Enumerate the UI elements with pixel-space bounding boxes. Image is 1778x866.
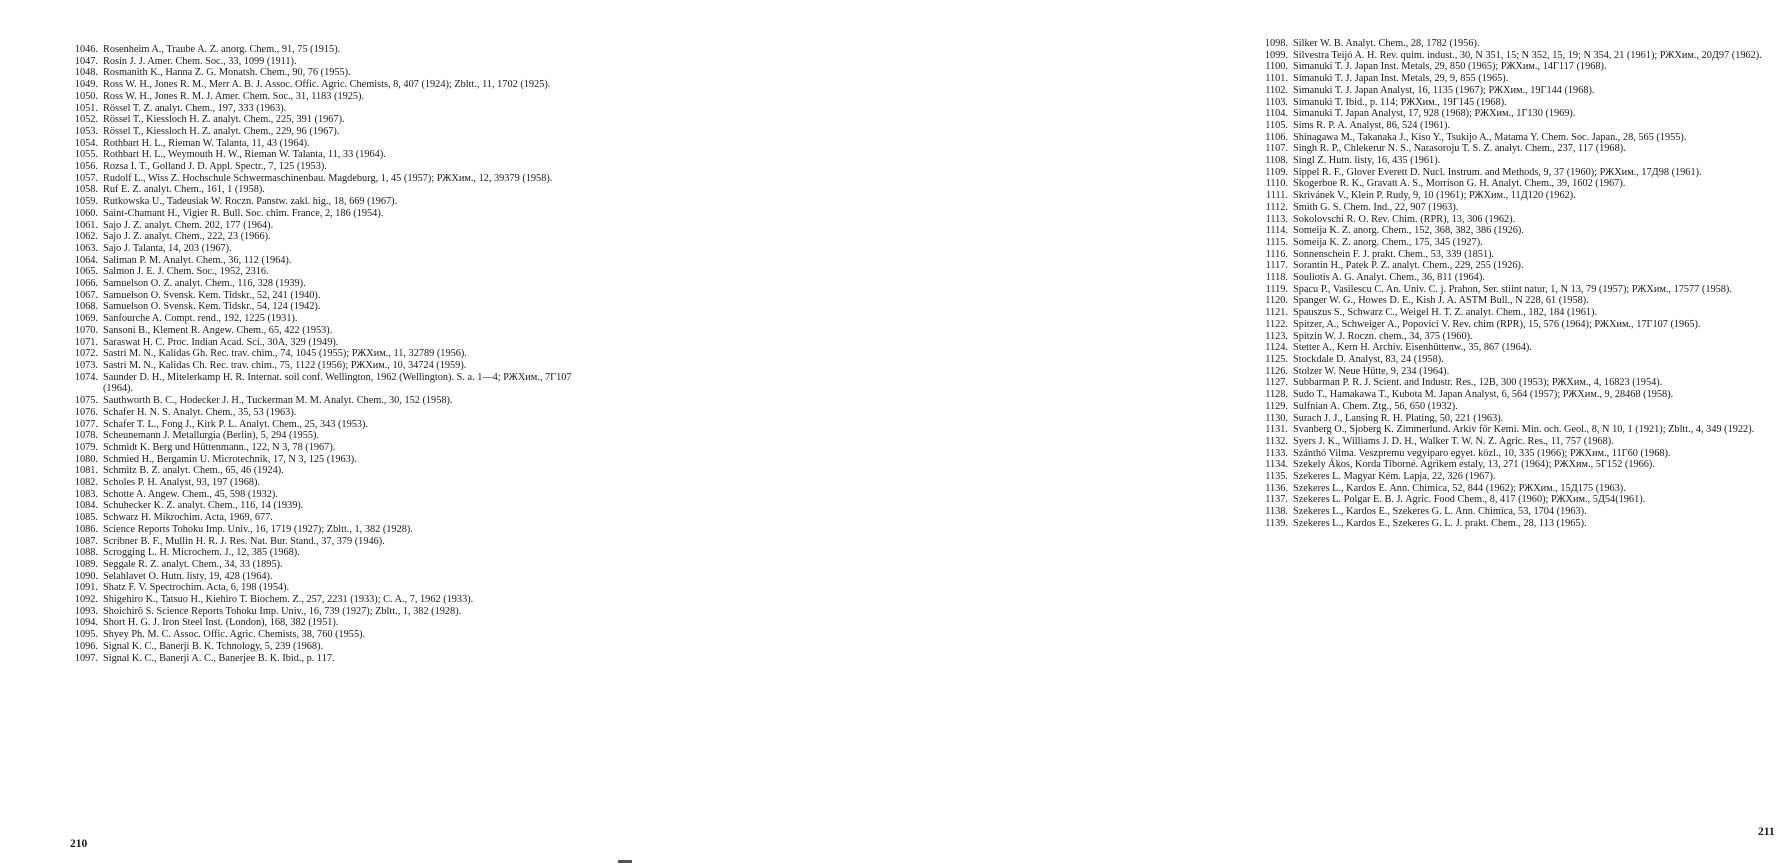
reference-number: 1067. [74,289,98,301]
reference-entry [1250,389,1778,401]
reference-entry [60,629,572,641]
reference-entry [1250,167,1778,179]
reference-entry [60,290,572,302]
reference-number: 1115. [1265,236,1288,248]
reference-number: 1094. [74,617,98,629]
reference-text: Sulfnian A. Chem. Ztg., 56, 650 (1932). [1293,400,1458,412]
reference-text: Short H. G. J. Iron Steel Inst. (London), 168, 382 (1951). [103,617,339,629]
reference-text: Surach J. J., Lansing R. H. Plating, 50, 221 (1963). [1293,412,1504,424]
gutter-mark [618,860,632,863]
reference-text: Spanger W. G., Howes D. E., Kish J. A. ASTM Bull., N 228, 61 (1958). [1293,295,1589,307]
reference-entry [1250,354,1778,366]
reference-text: Schafer T. L., Fong J., Kirk P. L. Analyt. Chem., 25, 343 (1953). [103,418,369,430]
reference-number: 1134. [1265,459,1288,471]
reference-entry [60,114,572,126]
reference-entry [1250,61,1778,73]
reference-number: 1061. [74,219,98,231]
reference-entry [60,184,572,196]
reference-text: Smith G. S. Chem. Ind., 22, 907 (1963). [1293,201,1459,213]
reference-text: Scholes P. H. Analyst, 93, 197 (1968). [103,477,261,489]
reference-text: Szekely Ákos, Korda Tiborné. Agrikem estaly, 13, 271 (1964); РЖХим., 5Г152 (1966). [1293,459,1655,471]
reference-text: Samuelson O. Svensk. Kem. Tidskr., 52, 241 (1940). [103,289,321,301]
reference-entry [60,372,572,395]
reference-number: 1113. [1265,213,1288,225]
reference-entry [60,56,572,68]
reference-entry [1250,401,1778,413]
reference-entry [1250,108,1778,120]
reference-text: Sorantin H., Patek P. Z. analyt. Chem., 229, 255 (1926). [1293,260,1524,272]
reference-number: 1132. [1265,435,1288,447]
reference-number: 1055. [74,149,98,161]
reference-text: Simanuki T. Ibid., p. 114; РЖХим., 19Г145 (1968). [1293,96,1507,108]
reference-text: Szekeres L. Polgar E. B. J. Agric. Food Chem., 8, 417 (1960); РЖХим., 5Д54(1961). [1293,494,1646,506]
reference-text: Saliman P. M. Analyt. Chem., 36, 112 (1964). [103,254,292,266]
reference-number: 1133. [1265,447,1288,459]
reference-text: Szánthó Vilma. Veszpremu vegyiparo egyet. közl., 10, 335 (1966); РЖХим., 11Г60 (1968). [1293,447,1671,459]
reference-entry [1250,459,1778,471]
reference-number: 1128. [1265,389,1288,401]
reference-entry [60,617,572,629]
reference-text: Signal K. C., Banerji A. C., Banerjee B. K. Ibid., p. 117. [103,652,335,664]
reference-entry [1250,377,1778,389]
reference-text: Skogerboe R. K., Gravatt A. S., Morrison G. H. Analyt. Chem., 39, 1602 (1967). [1293,178,1626,190]
reference-number: 1089. [74,558,98,570]
reference-number: 1097. [74,652,98,664]
reference-number: 1078. [74,430,98,442]
reference-number: 1099. [1264,49,1288,61]
reference-entry [60,442,572,454]
reference-number: 1111. [1265,190,1288,202]
reference-text: Szekeres L., Kardos E., Szekeres G. L. J. prakt. Chem., 28, 113 (1965). [1293,517,1587,529]
reference-number: 1131. [1265,424,1288,436]
right-page [600,0,1775,866]
reference-text: Ross W. H., Jones R. M., Merr A. B. J. Assoc. Offic. Agric. Chemists, 8, 407 (1924); Zbltt., 11, 1702 (1925). [103,79,551,91]
reference-text: Stetter A., Kern H. Archiv. Eisenhüttenw., 35, 867 (1964). [1293,342,1532,354]
reference-number: 1060. [74,207,98,219]
reference-entry [1250,178,1778,190]
reference-text: Shigehiro K., Tatsuo H., Kiehiro T. Biochem. Z., 257, 2231 (1933); C. A., 7, 1962 (1933). [103,594,474,606]
reference-text: Rothbart H. L., Weymouth H. W., Rieman W. Talanta, 11, 33 (1964). [103,149,386,161]
reference-entry [60,536,572,548]
reference-entry [60,301,572,313]
reference-text: Szekeres L. Magyar Kém. Lapja, 22, 326 (1967). [1293,471,1496,483]
reference-number: 1082. [74,477,98,489]
reference-entry [60,465,572,477]
reference-text: Sokolovschi R. O. Rev. Chim. (RPR), 13, 306 (1962). [1293,213,1516,225]
reference-number: 1135. [1265,471,1288,483]
reference-entry [1250,38,1778,50]
reference-entry [1250,214,1778,226]
reference-number: 1069. [74,313,98,325]
reference-text: Syers J. K., Williams J. D. H., Walker T. W. N. Z. Agric. Res., 11, 757 (1968). [1293,435,1614,447]
reference-number: 1130. [1265,412,1288,424]
reference-text: Sastri M. N., Kalidas Ch. Rec. trav. chim., 75, 1122 (1956); РЖХим., 10, 34724 (1959). [103,359,467,371]
reference-entry [1250,448,1778,460]
reference-number: 1071. [74,336,98,348]
reference-number: 1121. [1265,307,1288,319]
reference-entry [60,571,572,583]
reference-number: 1103. [1265,96,1288,108]
reference-text: Rössel T., Kiessloch H. Z. analyt. Chem., 225, 391 (1967). [103,114,345,126]
reference-number: 1050. [74,90,98,102]
reference-number: 1076. [74,406,98,418]
reference-text: Rössel T., Kiessloch H. Z. analyt. Chem., 229, 96 (1967). [103,125,340,137]
reference-text: Spitzer, A., Schweiger A., Popovici V. Rev. chim (RPR), 15, 576 (1964); РЖХим., 17Г107 (1965). [1293,318,1701,330]
reference-entry [60,653,572,665]
reference-entry [1250,413,1778,425]
reference-entry [60,582,572,594]
reference-entry [1250,225,1778,237]
reference-number: 1114. [1265,225,1288,237]
reference-entry [60,325,572,337]
reference-number: 1109. [1265,166,1288,178]
reference-entry [60,407,572,419]
reference-text: Schmidt K. Berg und Hüttenmann., 122, N 3, 78 (1967). [103,441,336,453]
reference-entry [60,220,572,232]
reference-number: 1056. [74,161,98,173]
reference-entry [1250,237,1778,249]
reference-number: 1070. [74,324,98,336]
reference-text: Someija K. Z. anorg. Chem., 175, 345 (1927). [1293,236,1483,248]
reference-number: 1072. [74,348,98,360]
reference-entry [60,524,572,536]
reference-number: 1120. [1265,295,1288,307]
reference-number: 1054. [74,137,98,149]
reference-number: 1058. [74,184,98,196]
reference-text: Schmied H., Bergamin U. Microtechnik, 17, N 3, 125 (1963). [103,453,357,465]
reference-text: Schuhecker K. Z. analyt. Chem., 116, 14 (1939). [103,500,304,512]
reference-entry [60,500,572,512]
reference-text: Sippel R. F., Glover Everett D. Nucl. Instrum. and Methods, 9, 37 (1960); РЖХим., 17Д98 (1961). [1293,166,1702,178]
reference-text: Spitzin W. J. Roczn. chem., 34, 375 (1960). [1293,330,1473,342]
reference-number: 1083. [74,488,98,500]
reference-text: Subbarman P. R. J. Scient. and Industr. Res., 12B, 300 (1953); РЖХим., 4, 16823 (1954). [1293,377,1663,389]
reference-entry [1250,284,1778,296]
reference-text: Ross W. H., Jones R. M. J. Amer. Chem. Soc., 31, 1183 (1925). [103,90,365,102]
reference-entry [60,67,572,79]
reference-entry [1250,73,1778,85]
reference-number: 1096. [74,640,98,652]
reference-number: 1079. [74,441,98,453]
reference-text: Shinagawa M., Takanaka J., Kiso Y., Tsukijo A., Matama Y. Chem. Soc. Japan., 28, 565 (1955). [1293,131,1687,143]
reference-text: Shyey Ph. M. C. Assoc. Offic. Agric. Chemists, 38, 760 (1955). [103,629,366,641]
reference-entry [60,126,572,138]
reference-text: Saraswat H. C. Proc. Indian Acad. Sci., 30A, 329 (1949). [103,336,339,348]
reference-number: 1081. [74,465,98,477]
reference-text: Scheunemann J. Metallurgia (Berlin), 5, 294 (1955). [103,430,319,442]
reference-number: 1086. [74,523,98,535]
reference-entry [60,231,572,243]
reference-entry [60,337,572,349]
reference-entry [60,208,572,220]
reference-entry [60,430,572,442]
reference-text: Samuelson O. Z. analyt. Chem., 116, 328 (1939). [103,278,306,290]
reference-text: Silvestra Teijó A. H. Rev. quim. indust., 30, N 351, 15; N 352, 15, 19; N 354, 21 (1961); РЖХим., 20Д97 (1962). [1293,49,1762,61]
reference-text: Sajo J. Talanta, 14, 203 (1967). [103,242,232,254]
reference-text: Shatz F. V. Spectrochim. Acta, 6, 198 (1954). [103,582,290,594]
reference-entry [60,173,572,185]
reference-text: Rothbart H. L., Rieman W. Talanta, 11, 43 (1964). [103,137,310,149]
reference-number: 1074. [74,371,98,383]
reference-number: 1112. [1265,201,1288,213]
reference-entry [60,559,572,571]
reference-number: 1073. [74,359,98,371]
reference-number: 1080. [74,453,98,465]
reference-number: 1127. [1265,377,1288,389]
reference-number: 1119. [1265,283,1288,295]
reference-entry [1250,120,1778,132]
reference-number: 1059. [74,196,98,208]
reference-entry [1250,155,1778,167]
reference-entry [60,91,572,103]
reference-list-right [1250,38,1778,530]
reference-text: Szekeres L., Kardos E., Szekeres G. L. Ann. Chimica, 53, 1704 (1963). [1293,506,1587,518]
reference-text: Rössel T. Z. analyt. Chem., 197, 333 (1963). [103,102,287,114]
reference-text: Schotte A. Angew. Chem., 45, 598 (1932). [103,488,278,500]
reference-text: Simanuki T. Japan Analyst, 17, 928 (1968); РЖХим., 1Г130 (1969). [1293,108,1576,120]
reference-text: Spauszus S., Schwarz C., Weigel H. T. Z. analyt. Chem., 182, 184 (1961). [1293,307,1598,319]
reference-number: 1123. [1265,330,1288,342]
reference-text: Sanfourche A. Compt. rend., 192, 1225 (1931). [103,313,298,325]
reference-number: 1095. [74,629,98,641]
reference-number: 1104. [1265,108,1288,120]
reference-text: Samuelson O. Svensk. Kem. Tidskr., 54, 124 (1942). [103,301,321,313]
reference-number: 1065. [74,266,98,278]
reference-entry [60,138,572,150]
reference-number: 1087. [74,535,98,547]
reference-entry [60,360,572,372]
reference-number: 1049. [74,79,98,91]
reference-text: Singl Z. Hutn. listy, 16, 435 (1961). [1293,155,1441,167]
reference-entry [1250,143,1778,155]
reference-text: Svanberg O., Sjoberg K. Zimmerlund. Arkiv för Kemi. Min. och. Geol., 8, N 10, 1 (1921); Zbltt., 4, 349 (1922). [1293,424,1755,436]
reference-entry [1250,342,1778,354]
reference-number: 1092. [74,594,98,606]
reference-text: Rosin J. J. Amer. Chem. Soc., 33, 1099 (1911). [103,55,297,67]
reference-entry [60,641,572,653]
reference-text: Rosenheim A., Traube A. Z. anorg. Chem., 91, 75 (1915). [103,44,341,55]
reference-entry [60,489,572,501]
reference-text: Souliotis A. G. Analyt. Chem., 36, 811 (1964). [1293,272,1485,284]
reference-text: Someija K. Z. anorg. Chem., 152, 368, 382, 386 (1926). [1293,225,1524,237]
reference-entry [60,512,572,524]
reference-text: Spacu P., Vasilescu C. An. Univ. C. j. Prahon, Ser. stiint natur, 1, N 13, 79 (1957); РЖХим., 17577 (1958). [1293,283,1732,295]
reference-entry [60,255,572,267]
reference-entry [60,477,572,489]
reference-text: Sims R. P. A. Analyst, 86, 524 (1961). [1293,119,1451,131]
reference-text: Schafer H. N. S. Analyt. Chem., 35, 53 (1963). [103,406,297,418]
reference-number: 1122. [1265,318,1288,330]
reference-entry [60,348,572,360]
reference-text: Scribner B. F., Mullin H. R. J. Res. Nat. Bur. Stand., 37, 379 (1946). [103,535,385,547]
reference-text: Sastri M. N., Kalidas Gh. Rec. trav. chim., 74, 1045 (1955); РЖХим., 11, 32789 (1956). [103,348,467,360]
reference-entry [1250,202,1778,214]
reference-number: 1057. [74,172,98,184]
reference-entry [1250,50,1778,62]
reference-entry [1250,319,1778,331]
reference-entry [1250,424,1778,436]
reference-entry [1250,331,1778,343]
reference-number: 1125. [1265,353,1288,365]
page-number-right: 211 [1758,826,1775,838]
reference-number: 1137. [1265,494,1288,506]
reference-text: Schmitz B. Z. analyt. Chem., 65, 46 (1924). [103,465,284,477]
reference-number: 1052. [74,114,98,126]
reference-text: Saint-Chamant H., Vigier R. Bull. Soc. chim. France, 2, 186 (1954). [103,207,384,219]
reference-text: Sajo J. Z. analyt. Chem. 202, 177 (1964). [103,219,274,231]
reference-entry [1250,295,1778,307]
reference-text: Stolzer W. Neue Hütte, 9, 234 (1964). [1293,365,1450,377]
reference-number: 1108. [1265,155,1288,167]
reference-entry [1250,272,1778,284]
reference-number: 1126. [1265,365,1288,377]
reference-number: 1047. [74,55,98,67]
reference-entry [60,313,572,325]
reference-text: Singh R. P., Chlekerur N. S., Narasoroju T. S. Z. analyt. Chem., 237, 117 (1968). [1293,143,1626,155]
reference-entry [1250,518,1778,530]
reference-entry [60,454,572,466]
reference-number: 1100. [1265,61,1288,73]
reference-entry [1250,366,1778,378]
reference-number: 1106. [1265,131,1288,143]
reference-number: 1117. [1265,260,1288,272]
reference-number: 1118. [1265,272,1288,284]
reference-entry [60,547,572,559]
reference-entry [1250,249,1778,261]
reference-number: 1090. [74,570,98,582]
reference-text: Science Reports Tohoku Imp. Univ., 16, 1719 (1927); Zbltt., 1, 382 (1928). [103,523,413,535]
reference-text: Szekeres L., Kardos E. Ann. Chimica, 52, 844 (1962); РЖХим., 15Д175 (1963). [1293,482,1626,494]
reference-number: 1129. [1265,400,1288,412]
reference-number: 1066. [74,278,98,290]
reference-entry [1250,506,1778,518]
reference-text: Selahlavet O. Hutn. listy, 19, 428 (1964). [103,570,273,582]
reference-entry [60,419,572,431]
reference-entry [1250,471,1778,483]
reference-entry [60,266,572,278]
reference-entry [60,79,572,91]
reference-entry [1250,307,1778,319]
reference-text: Rosmanith K., Hanna Z. G. Monatsh. Chem., 90, 76 (1955). [103,67,351,79]
reference-number: 1138. [1265,506,1288,518]
reference-number: 1088. [74,547,98,559]
reference-number: 1048. [74,67,98,79]
reference-text: Skrivánek V., Klein P. Rudy, 9, 10 (1961); РЖХим., 11Д120 (1962). [1293,190,1576,202]
reference-entry [60,103,572,115]
reference-number: 1085. [74,512,98,524]
reference-text: Rudolf L., Wiss Z. Hochschule Schwermaschinenbau. Magdeburg, 1, 45 (1957); РЖХим., 12, 39379 (1958). [103,172,553,184]
reference-text: Schwarz H. Mikrochim. Acta, 1969, 677. [103,512,273,524]
reference-entry [60,196,572,208]
reference-number: 1084. [74,500,98,512]
reference-text: Sudo T., Hamakawa T., Kubota M. Japan Analyst, 6, 564 (1957); РЖХим., 9, 28468 (1958). [1293,389,1674,401]
reference-entry [1250,132,1778,144]
reference-entry [60,149,572,161]
reference-number: 1102. [1265,84,1288,96]
reference-entry [60,395,572,407]
reference-number: 1107. [1265,143,1288,155]
reference-number: 1110. [1265,178,1288,190]
reference-number: 1053. [74,125,98,137]
reference-text: Saunder D. H., Mitelerkamp H. R. Internat. soil conf. Wellington, 1962 (Wellington). S. a. 1—4; РЖХим., 7Г107 (1964). [103,371,572,395]
reference-entry [1250,85,1778,97]
reference-text: Silker W. B. Analyt. Chem., 28, 1782 (1956). [1293,38,1480,49]
reference-number: 1098. [1264,38,1288,49]
reference-number: 1064. [74,254,98,266]
reference-text: Simanuki T. J. Japan Inst. Metals, 29, 9, 855 (1965). [1293,73,1509,85]
reference-entry [60,161,572,173]
page-number-left: 210 [70,838,88,850]
reference-entry [60,594,572,606]
reference-number: 1116. [1265,248,1288,260]
reference-text: Stockdale D. Analyst, 83, 24 (1958). [1293,353,1444,365]
reference-entry [60,606,572,618]
left-page [0,0,600,866]
reference-text: Sansoni B., Klement R. Angew. Chem., 65, 422 (1953). [103,324,333,336]
reference-entry [1250,483,1778,495]
reference-text: Simanuki T. J. Japan Inst. Metals, 29, 850 (1965); РЖХим., 14Г117 (1968). [1293,61,1607,73]
reference-text: Salmon J. E. J. Chem. Soc., 1952, 2316. [103,266,269,278]
reference-number: 1077. [74,418,98,430]
reference-entry [1250,260,1778,272]
reference-text: Sauthworth B. C., Hodecker J. H., Tuckerman M. M. Analyt. Chem., 30, 152 (1958). [103,395,453,407]
reference-number: 1101. [1265,73,1288,85]
reference-text: Seggale R. Z. analyt. Chem., 34, 33 (1895). [103,558,283,570]
reference-number: 1051. [74,102,98,114]
reference-number: 1139. [1265,517,1288,529]
reference-entry [60,243,572,255]
reference-number: 1105. [1265,119,1288,131]
reference-number: 1063. [74,242,98,254]
reference-entry [60,44,572,56]
reference-text: Sajo J. Z. analyt. Chem., 222, 23 (1966). [103,231,271,243]
reference-text: Signal K. C., Banerji B. K. Tchnology, 5, 239 (1968). [103,640,324,652]
reference-number: 1046. [74,44,98,55]
reference-number: 1136. [1265,482,1288,494]
reference-text: Sonnenschein F. J. prakt. Chem., 53, 339 (1851). [1293,248,1495,260]
reference-number: 1091. [74,582,98,594]
reference-number: 1124. [1265,342,1288,354]
reference-text: Shoichirô S. Science Reports Tohoku Imp. Univ., 16, 739 (1927); Zbltt., 1, 382 (1928). [103,605,462,617]
reference-number: 1075. [74,395,98,407]
reference-text: Rutkowska U., Tadeusiak W. Roczn. Panstw. zakl. hig., 18, 669 (1967). [103,196,398,208]
reference-text: Simanuki T. J. Japan Analyst, 16, 1135 (1967); РЖХим., 19Г144 (1968). [1293,84,1595,96]
reference-number: 1093. [74,605,98,617]
reference-text: Rozsa I. T., Golland J. D. Appl. Spectr., 7, 125 (1953). [103,161,327,173]
reference-number: 1062. [74,231,98,243]
reference-entry [1250,97,1778,109]
reference-list-left [60,44,572,664]
reference-entry [1250,494,1778,506]
reference-entry [60,278,572,290]
reference-entry [1250,190,1778,202]
reference-text: Scrogging L. H. Microchem. J., 12, 385 (1968). [103,547,300,559]
reference-text: Ruf E. Z. analyt. Chem., 161, 1 (1958). [103,184,265,196]
reference-number: 1068. [74,301,98,313]
reference-entry [1250,436,1778,448]
